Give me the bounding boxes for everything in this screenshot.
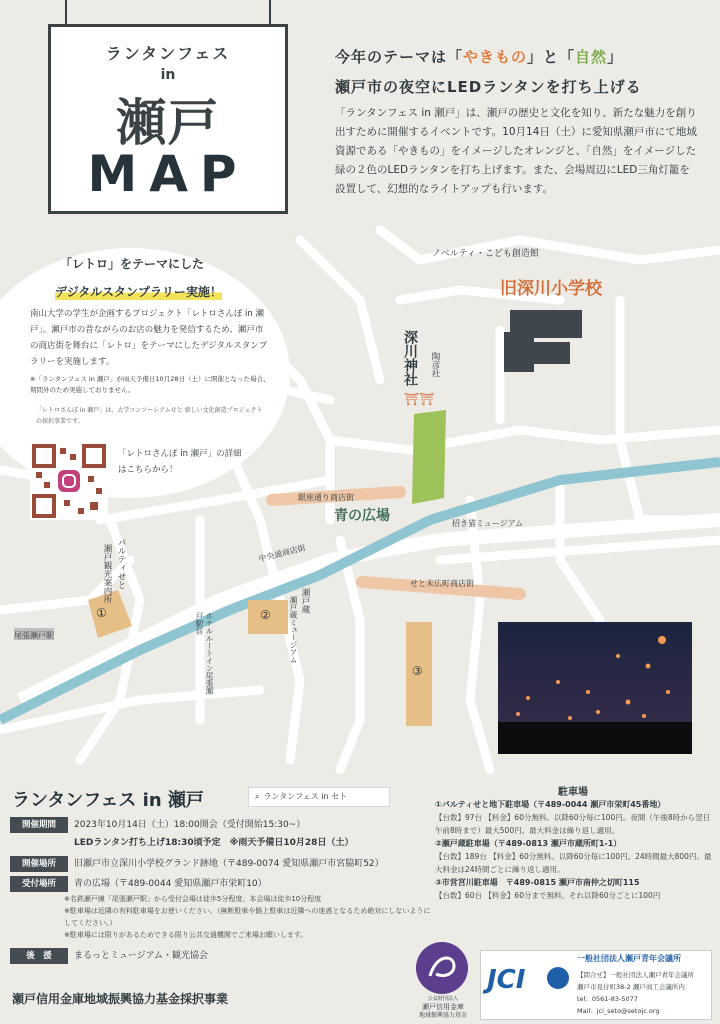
event-title: ランタンフェス in 瀬戸 — [12, 790, 204, 811]
theme-line-2: 瀬戸市の夜空にLEDランタンを打ち上げる — [335, 78, 642, 96]
title-city: 瀬戸 — [116, 93, 220, 152]
marker-2: ② — [260, 608, 271, 622]
note-1: ※名鉄瀬戸線「尾張瀬戸駅」から受付会場は徒歩5分程度、本会場は徒歩10分程度 — [64, 895, 322, 903]
row-value-launch: LEDランタン打ち上げ18:30頃予定 ※雨天予備日10月28日（土） — [74, 838, 354, 848]
label-suehiko: 陶彦社 — [430, 352, 440, 378]
label-parti: パルティせと — [116, 538, 126, 589]
qr-code-graphic — [30, 442, 108, 520]
jci-contact — [577, 969, 694, 1017]
label-setogura-museum: 瀬戸蔵ミュージアム — [289, 596, 298, 664]
lantern-photo-graphic — [498, 622, 692, 754]
parking-1-detail: 【台数】97台 【料金】60分無料。以降60分毎に100円。夜間（午後8時から翌日午前8時まで）最大500円。最大料金は繰り返し適用。 — [435, 813, 711, 835]
note-3: ※駐車場には限りがあるためできる限り公共交通機関でご来場お願いします。 — [64, 931, 308, 939]
title-map: MAP — [87, 145, 249, 203]
retro-heading-1: 「レトロ」をテーマにした — [60, 257, 205, 271]
jci-contact-1: 【問合せ】一般社団法人瀬戸青年会議所 — [577, 971, 694, 979]
label-chuo: 中央通商店街 — [257, 543, 307, 564]
label-hotel: ホテルルートイン尾張瀬戸駅前 — [195, 612, 214, 695]
label-aono-hiroba: 青の広場 — [334, 508, 390, 524]
title-in: in — [160, 67, 176, 83]
bank-small: 公益財団法人 — [427, 996, 458, 1002]
bank-name — [408, 996, 478, 1020]
retro-heading-2: デジタルスタンプラリー実施！ — [55, 285, 222, 299]
parking-list — [435, 798, 715, 902]
parking-heading: 駐車場 — [558, 787, 588, 798]
school-building — [504, 310, 582, 372]
row-label-period: 開催期間 — [10, 817, 68, 833]
label-owari-seto-eki: 尾張瀬戸駅 — [14, 631, 54, 640]
marker-1: ① — [96, 606, 107, 620]
row-value-venue: 旧瀬戸市立深川小学校グランド跡地（〒489-0074 愛知県瀬戸市宮脇町52） — [74, 859, 384, 869]
note-2: ※駐車場は近隣の有料駐車場をお使いください。（無断駐車や路上駐車は近隣への迷惑となるため絶対にしないようにしてください。） — [64, 907, 431, 927]
bank-label: 瀬戸信用金庫 — [422, 1003, 464, 1011]
marker-3: ③ — [412, 664, 423, 678]
bank-logo-icon — [414, 940, 470, 996]
retro-note-2: 「レトロさんぽ in 瀬戸」は、大学コンソーシアムせと 新しい文化創造プロジェクトの採択事業です。 — [36, 407, 263, 425]
bank-sub: 地域振興協力基金 — [418, 1012, 467, 1019]
row-label-reception: 受付場所 — [10, 876, 68, 892]
jci-emblem-icon — [547, 967, 569, 989]
title-card — [48, 24, 288, 214]
theme-line-1: 今年のテーマは「やきもの」と「自然」 — [335, 48, 624, 66]
jci-tel: tel：0561-83-5077 — [577, 995, 638, 1003]
row-value-support: まるっとミュージアム・観光協会 — [74, 951, 209, 961]
label-kankou: 瀬戸観光案内所 — [102, 544, 112, 604]
jci-contact-2: 瀬戸市見付町38-2 瀬戸商工会議所内 — [577, 983, 685, 991]
row-value-reception: 青の広場（〒489-0044 愛知県瀬戸市栄町10） — [74, 879, 267, 889]
label-setogura: 瀬戸蔵 — [300, 588, 310, 614]
intro-text: 「ランタンフェス in 瀬戸」は、瀬戸の歴史と文化を知り、新たな魅力を創り出すために開催するイベントです。10月14日（土）に愛知県瀬戸市にて地域資源である「やきもの」をイメージしたオレンジと、「自然」をイメージした緑の２色のLEDランタンを打ち上げます。また、会場周辺にLED三角灯籠を設置して、幻想的なライトアップも行います。 — [335, 107, 697, 195]
retro-body: 南山大学の学生が企画するプロジェクト「レトロさんぽ in 瀬戸」。瀬戸市の昔ながらのお店の魅力を発信するため、瀬戸市の商店街を舞台に「レトロ」をテーマにしたデジタルスタンプラリーを実施します。 — [30, 309, 268, 367]
label-seto-gawa: 瀬戸川 — [57, 666, 83, 685]
fund-text: 瀬戸信用金庫地域振興協力基金採択事業 — [12, 992, 229, 1006]
instagram-icon — [58, 470, 80, 492]
jci-box — [480, 950, 712, 1020]
parking-2-detail: 【台数】189台 【料金】60分無料。以降60分毎に100円。24時間最大800円。最大料金は24時間ごとに繰り返し適用。 — [435, 852, 712, 874]
label-maneki: 招き猫ミュージアム — [452, 519, 524, 528]
retro-note-1: ※「ランタンフェス in 瀬戸」が雨天予備日10月28日（土）に開催となった場合、期間外のため実施しておりません。 — [30, 375, 270, 394]
parking-3-detail: 【台数】60台 【料金】60分まで無料、それ以降60分ごとに100円 — [435, 891, 661, 900]
title-lantern-fes: ランタンフェス — [105, 44, 231, 63]
search-box[interactable] — [248, 787, 390, 807]
lantern-photo — [498, 622, 692, 754]
park-area — [412, 410, 446, 504]
row-label-support: 後 援 — [10, 948, 68, 964]
label-seto-suehiro: せと末広町商店街 — [410, 579, 474, 588]
label-school: 旧深川小学校 — [500, 279, 602, 299]
jci-org: 一般社団法人瀬戸青年会議所 — [577, 954, 681, 963]
search-text: ランタンフェス in セト — [263, 792, 348, 801]
qr-caption: 「レトロさんぽ in 瀬戸」の詳細はこちらから！ — [118, 449, 242, 475]
theme-shizen: 自然 — [575, 48, 608, 66]
qr-code[interactable] — [30, 442, 108, 520]
parking-2-name: ②瀬戸蔵駐車場（〒489-0813 瀬戸市蔵所町1-1） — [435, 839, 622, 848]
label-novelty: ノベルティ・こども創造館 — [432, 249, 539, 259]
label-shrine: 深川神社 — [402, 330, 418, 386]
event-notes — [64, 893, 434, 941]
torii-icon: ⛩⛩ — [404, 392, 435, 406]
theme-yakimono: やきもの — [463, 48, 528, 66]
search-icon: ⌕ — [255, 792, 260, 801]
row-label-venue: 開催場所 — [10, 856, 68, 872]
jci-mail: Mail：jci_seto@setojc.org — [577, 1007, 660, 1015]
parking-1-name: ①パルティせと地下駐車場（〒489-0044 瀬戸市栄町45番地） — [435, 800, 666, 809]
parking-3-name: ③市営宮川駐車場 〒489-0815 瀬戸市南仲之切町115 — [435, 878, 640, 887]
label-ginza: 銀座通り商店街 — [298, 493, 354, 502]
jci-logo: JCI — [487, 965, 526, 995]
row-value-period: 2023年10月14日（土）18:00開会（受付開始15:30~） — [74, 820, 306, 830]
